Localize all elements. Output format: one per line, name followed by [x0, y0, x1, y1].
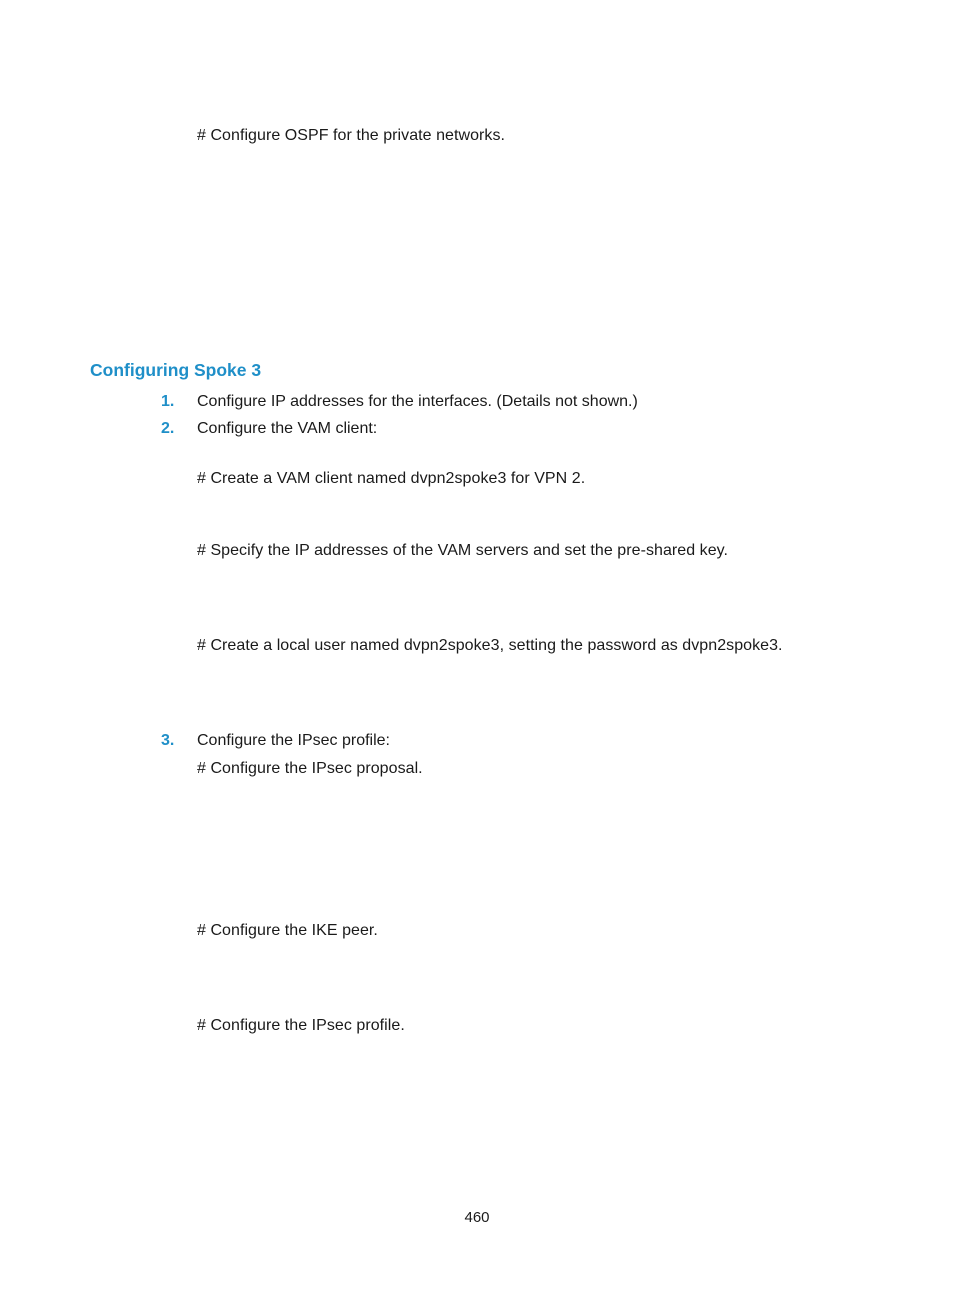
ipsec-proposal-comment: # Configure the IPsec proposal.	[197, 760, 423, 777]
ike-peer-comment: # Configure the IKE peer.	[197, 922, 378, 939]
step-3-number: 3.	[161, 732, 175, 749]
step-2-text: Configure the VAM client:	[197, 420, 378, 437]
step-2-number: 2.	[161, 420, 175, 437]
ospf-comment: # Configure OSPF for the private networks.	[197, 127, 506, 144]
section-heading: Configuring Spoke 3	[90, 360, 262, 380]
step-3-text: Configure the IPsec profile:	[197, 732, 390, 749]
page-number: 460	[464, 1209, 490, 1226]
step-1-text: Configure IP addresses for the interfaces. (Details not shown.)	[197, 393, 638, 410]
create-local-user-comment: # Create a local user named dvpn2spoke3, setting the password as dvpn2spoke3.	[197, 637, 783, 654]
create-vam-client-comment: # Create a VAM client named dvpn2spoke3 for VPN 2.	[197, 470, 586, 487]
specify-servers-comment: # Specify the IP addresses of the VAM servers and set the pre-shared key.	[197, 542, 729, 559]
ipsec-profile-comment: # Configure the IPsec profile.	[197, 1017, 405, 1034]
step-1-number: 1.	[161, 393, 175, 410]
